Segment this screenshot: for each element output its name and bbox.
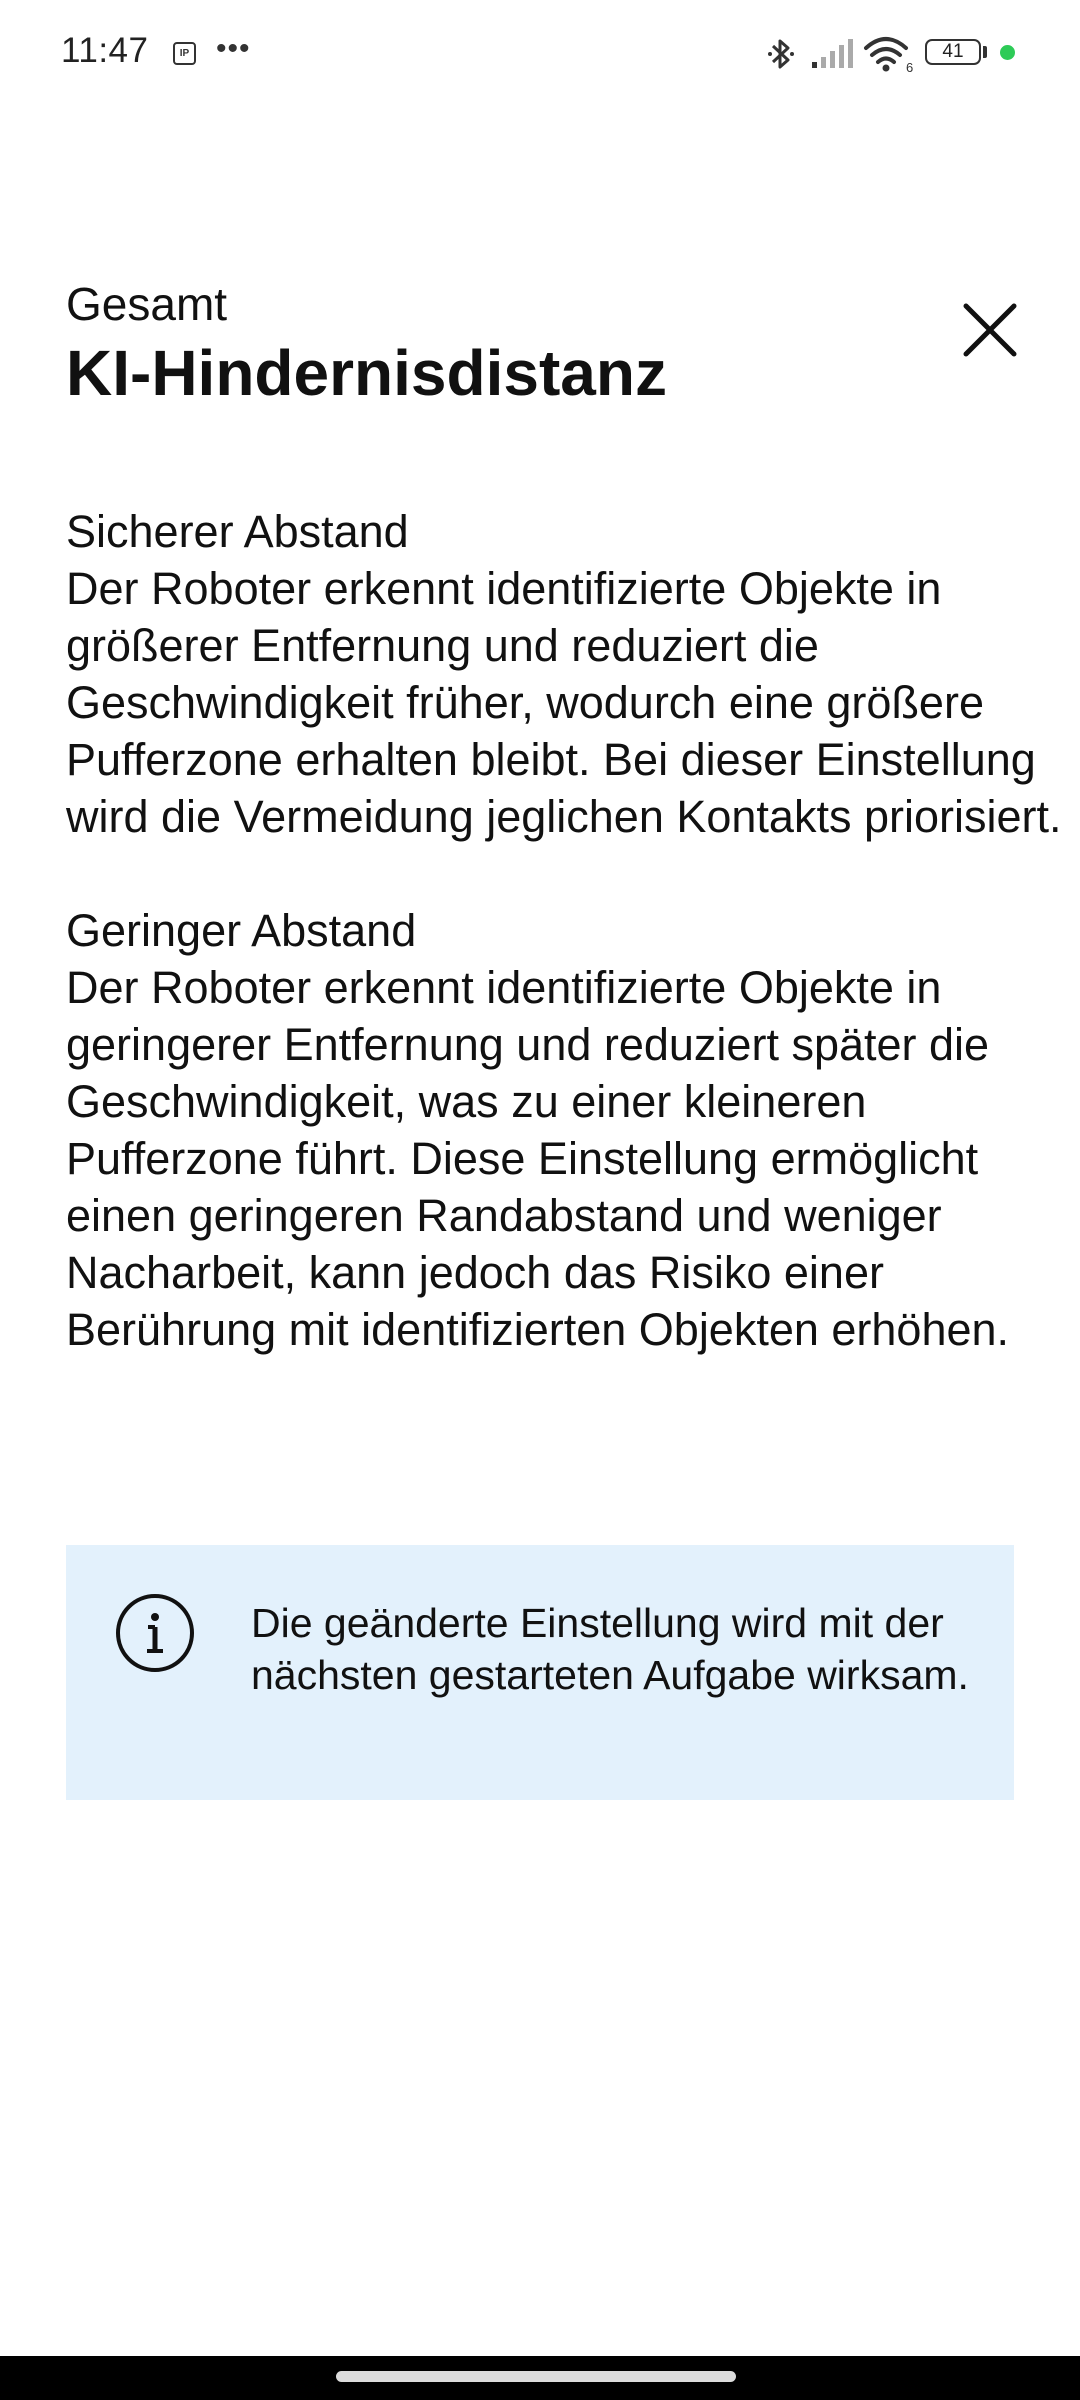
info-icon <box>115 1593 195 1673</box>
battery-tip <box>983 46 987 58</box>
section-title: Sicherer Abstand <box>66 506 409 557</box>
info-text: Die geänderte Einstellung wird mit der nächsten gestarteten Aufgabe wirksam. <box>251 1600 969 1698</box>
section-title: Geringer Abstand <box>66 905 417 956</box>
battery-icon: 41 <box>925 39 981 65</box>
overflow-dots-icon: ••• <box>216 32 251 65</box>
section-small-distance <box>66 902 1066 1358</box>
sheet-title: KI-Hindernisdistanz <box>66 337 667 409</box>
status-bar <box>0 0 1080 108</box>
bluetooth-icon <box>766 36 796 72</box>
info-box <box>66 1545 1014 1800</box>
ip-badge-icon: IP <box>173 42 196 65</box>
status-time: 11:47 <box>61 31 149 70</box>
section-body: Der Roboter erkennt identifizierte Objekte in geringerer Entfernung und reduziert später die Geschwindigkeit, was zu einer kleineren Pufferzone führt. Diese Einstellung ermöglicht einen geringeren Randabstand und weniger Nacharbeit, kann jedoch das Risiko einer Berührung mit identifizierten Objekten erhöhen. <box>66 962 1010 1355</box>
close-icon <box>950 290 1030 370</box>
active-indicator-dot <box>1000 45 1015 60</box>
close-button[interactable] <box>950 290 1030 370</box>
section-safe-distance <box>66 503 1066 845</box>
wifi-label: 6 <box>906 60 914 74</box>
section-body: Der Roboter erkennt identifizierte Objekte in größerer Entfernung und reduziert die Geschwindigkeit früher, wodurch eine größere Pufferzone erhalten bleibt. Bei dieser Einstellung wird die Vermeidung jeglichen Kontakts priorisiert. <box>66 563 1062 842</box>
content <box>66 503 1066 1358</box>
sheet-subtitle: Gesamt <box>66 278 228 330</box>
sheet-header <box>66 275 1006 413</box>
home-indicator[interactable] <box>336 2371 736 2382</box>
signal-icon <box>810 38 856 70</box>
wifi-icon <box>862 34 914 74</box>
